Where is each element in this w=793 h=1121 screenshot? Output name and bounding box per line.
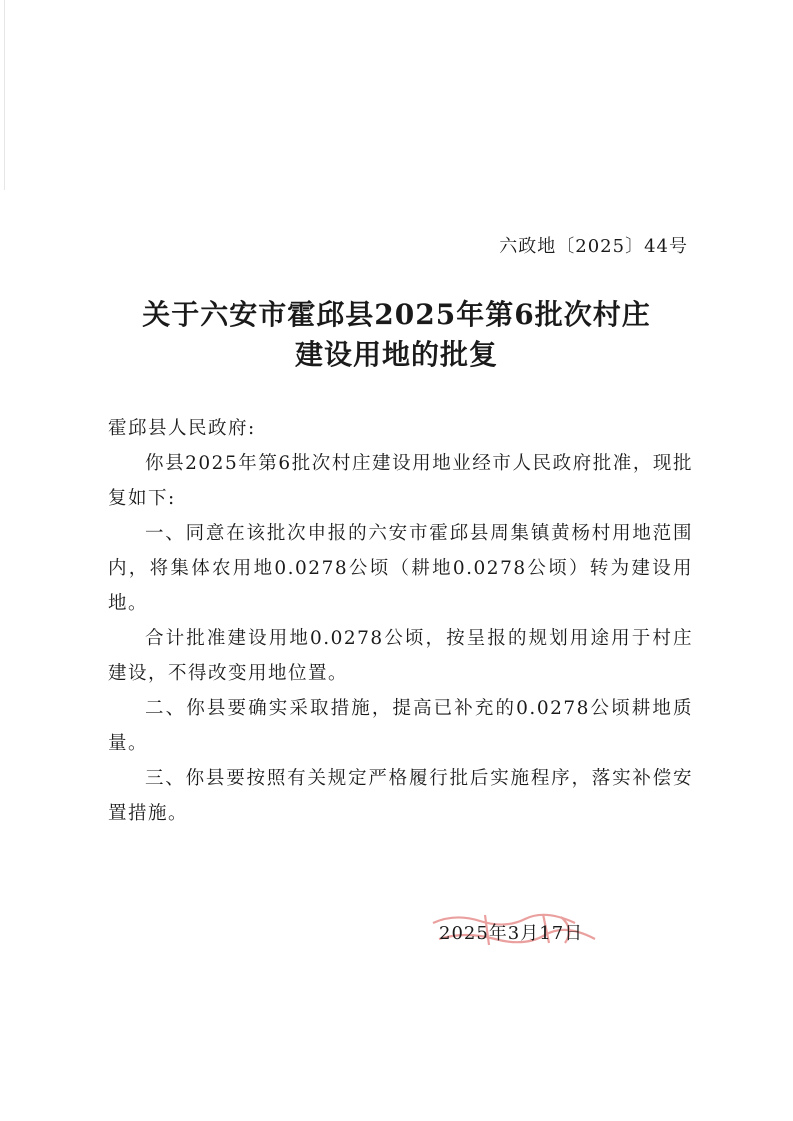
- paragraph-item-1: 一、同意在该批次申报的六安市霍邱县周集镇黄杨村用地范围内，将集体农用地0.0278公顷（耕地0.0278公顷）转为建设用地。: [108, 523, 693, 614]
- paragraph-total: 合计批准建设用地0.0278公顷，按呈报的规划用途用于村庄建设，不得改变用地位置。: [108, 628, 693, 684]
- document-body: [108, 411, 693, 831]
- document-number: 六政地〔2025〕44号: [499, 236, 688, 257]
- paragraph-intro: 你县2025年第6批次村庄建设用地业经市人民政府批准，现批复如下:: [108, 453, 693, 509]
- title-line-2: 建设用地的批复: [294, 338, 498, 371]
- document-title: [0, 295, 793, 375]
- paragraph-item-3: 三、你县要按照有关规定严格履行批后实施程序，落实补偿安置措施。: [108, 768, 693, 824]
- scan-edge-line: [4, 0, 5, 190]
- title-line-1: 关于六安市霍邱县2025年第6批次村庄: [142, 298, 651, 331]
- document-date: 2025年3月17日: [439, 923, 584, 944]
- paragraph-item-2: 二、你县要确实采取措施，提高已补充的0.0278公顷耕地质量。: [108, 698, 693, 754]
- addressee: 霍邱县人民政府:: [108, 418, 256, 439]
- signoff-block: [425, 917, 625, 957]
